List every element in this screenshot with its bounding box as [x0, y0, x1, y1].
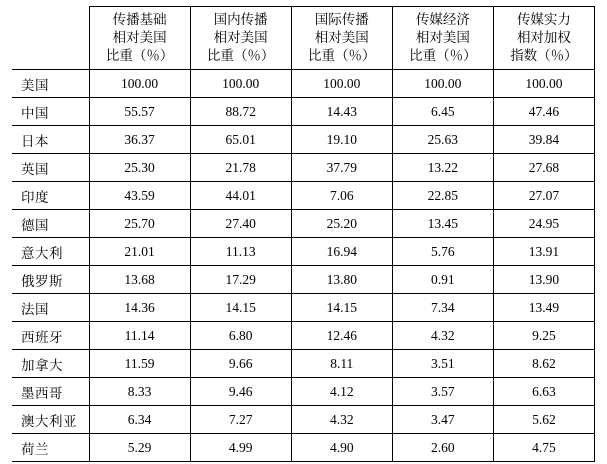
table-cell: 9.66 [190, 350, 291, 378]
table-cell: 4.12 [291, 378, 392, 406]
header-line: 相对加权 [516, 29, 571, 45]
column-header-economy [392, 7, 493, 70]
table-cell: 3.57 [392, 378, 493, 406]
table-cell: 65.01 [190, 126, 291, 154]
table-cell: 12.46 [291, 322, 392, 350]
header-line: 传媒经济 [415, 11, 470, 27]
table-cell: 4.90 [291, 434, 392, 462]
header-line: 比重（％） [409, 48, 477, 64]
table-cell: 13.80 [291, 266, 392, 294]
header-line: 相对美国 [213, 29, 268, 45]
table-cell: 9.25 [493, 322, 594, 350]
column-header-domestic [190, 7, 291, 70]
row-header-country: 日本 [12, 126, 89, 154]
header-line: 国内传播 [213, 11, 268, 27]
table-cell: 27.68 [493, 154, 594, 182]
header-line: 国际传播 [314, 11, 369, 27]
table-cell: 27.40 [190, 210, 291, 238]
header-line: 指数（％） [510, 48, 578, 64]
table-header-row [12, 7, 595, 70]
table-cell: 5.76 [392, 238, 493, 266]
header-line: 相对美国 [415, 29, 470, 45]
column-header-international [291, 7, 392, 70]
table-cell: 22.85 [392, 182, 493, 210]
table-cell: 43.59 [89, 182, 190, 210]
table-row [12, 154, 595, 182]
table-row [12, 70, 595, 98]
table-cell: 14.15 [291, 294, 392, 322]
row-header-country: 中国 [12, 98, 89, 126]
table-row [12, 210, 595, 238]
header-line: 相对美国 [314, 29, 369, 45]
table-cell: 6.34 [89, 406, 190, 434]
table-cell: 19.10 [291, 126, 392, 154]
table-cell: 11.13 [190, 238, 291, 266]
table-cell: 7.27 [190, 406, 291, 434]
table-cell: 13.90 [493, 266, 594, 294]
table-cell: 6.45 [392, 98, 493, 126]
table-cell: 17.29 [190, 266, 291, 294]
table-cell: 14.15 [190, 294, 291, 322]
table-row [12, 378, 595, 406]
table-cell: 6.80 [190, 322, 291, 350]
table-row [12, 98, 595, 126]
row-header-country: 墨西哥 [12, 378, 89, 406]
table-cell: 55.57 [89, 98, 190, 126]
header-line: 传媒实力 [516, 11, 571, 27]
table-cell: 37.79 [291, 154, 392, 182]
table-cell: 13.91 [493, 238, 594, 266]
table-cell: 8.62 [493, 350, 594, 378]
table-cell: 8.11 [291, 350, 392, 378]
row-header-country: 意大利 [12, 238, 89, 266]
table-cell: 21.78 [190, 154, 291, 182]
table-cell: 4.99 [190, 434, 291, 462]
table-cell: 100.00 [493, 70, 594, 98]
table-cell: 5.62 [493, 406, 594, 434]
table-cell: 7.34 [392, 294, 493, 322]
table-cell: 44.01 [190, 182, 291, 210]
table-cell: 100.00 [392, 70, 493, 98]
table-corner-cell [12, 7, 89, 70]
table-cell: 11.59 [89, 350, 190, 378]
table-row [12, 434, 595, 462]
table-cell: 24.95 [493, 210, 594, 238]
table-header [12, 7, 595, 70]
table-cell: 0.91 [392, 266, 493, 294]
table-cell: 100.00 [190, 70, 291, 98]
row-header-country: 印度 [12, 182, 89, 210]
table-row [12, 238, 595, 266]
row-header-country: 西班牙 [12, 322, 89, 350]
header-line: 比重（％） [206, 48, 275, 64]
table-row [12, 294, 595, 322]
table-row [12, 182, 595, 210]
row-header-country: 荷兰 [12, 434, 89, 462]
table-row [12, 266, 595, 294]
row-header-country: 加拿大 [12, 350, 89, 378]
table-cell: 13.45 [392, 210, 493, 238]
header-line: 传播基础 [112, 11, 167, 27]
table-cell: 25.30 [89, 154, 190, 182]
table-cell: 39.84 [493, 126, 594, 154]
row-header-country: 法国 [12, 294, 89, 322]
row-header-country: 澳大利亚 [12, 406, 89, 434]
table-cell: 25.70 [89, 210, 190, 238]
table-cell: 25.20 [291, 210, 392, 238]
header-line: 相对美国 [112, 29, 167, 45]
table-cell: 47.46 [493, 98, 594, 126]
table-row [12, 322, 595, 350]
table-cell: 8.33 [89, 378, 190, 406]
table-cell: 14.43 [291, 98, 392, 126]
column-header-strength-index [493, 7, 594, 70]
table-cell: 14.36 [89, 294, 190, 322]
table-cell: 11.14 [89, 322, 190, 350]
table-cell: 2.60 [392, 434, 493, 462]
data-table-container [0, 6, 607, 464]
table-cell: 13.68 [89, 266, 190, 294]
table-cell: 88.72 [190, 98, 291, 126]
table-cell: 25.63 [392, 126, 493, 154]
table-row [12, 406, 595, 434]
table-row [12, 126, 595, 154]
row-header-country: 英国 [12, 154, 89, 182]
table-cell: 3.47 [392, 406, 493, 434]
row-header-country: 俄罗斯 [12, 266, 89, 294]
column-header-media-base [89, 7, 190, 70]
table-cell: 13.22 [392, 154, 493, 182]
table-row [12, 350, 595, 378]
table-cell: 21.01 [89, 238, 190, 266]
header-line: 比重（％） [105, 48, 174, 64]
table-cell: 7.06 [291, 182, 392, 210]
table-body [12, 70, 595, 462]
row-header-country: 美国 [12, 70, 89, 98]
table-cell: 27.07 [493, 182, 594, 210]
table-cell: 16.94 [291, 238, 392, 266]
table-cell: 13.49 [493, 294, 594, 322]
table-cell: 9.46 [190, 378, 291, 406]
table-cell: 6.63 [493, 378, 594, 406]
table-cell: 3.51 [392, 350, 493, 378]
table-cell: 4.32 [291, 406, 392, 434]
table-cell: 100.00 [291, 70, 392, 98]
table-cell: 4.75 [493, 434, 594, 462]
table-cell: 100.00 [89, 70, 190, 98]
media-strength-table [12, 6, 595, 462]
table-cell: 36.37 [89, 126, 190, 154]
table-cell: 5.29 [89, 434, 190, 462]
table-cell: 4.32 [392, 322, 493, 350]
row-header-country: 德国 [12, 210, 89, 238]
header-line: 比重（％） [308, 48, 376, 64]
